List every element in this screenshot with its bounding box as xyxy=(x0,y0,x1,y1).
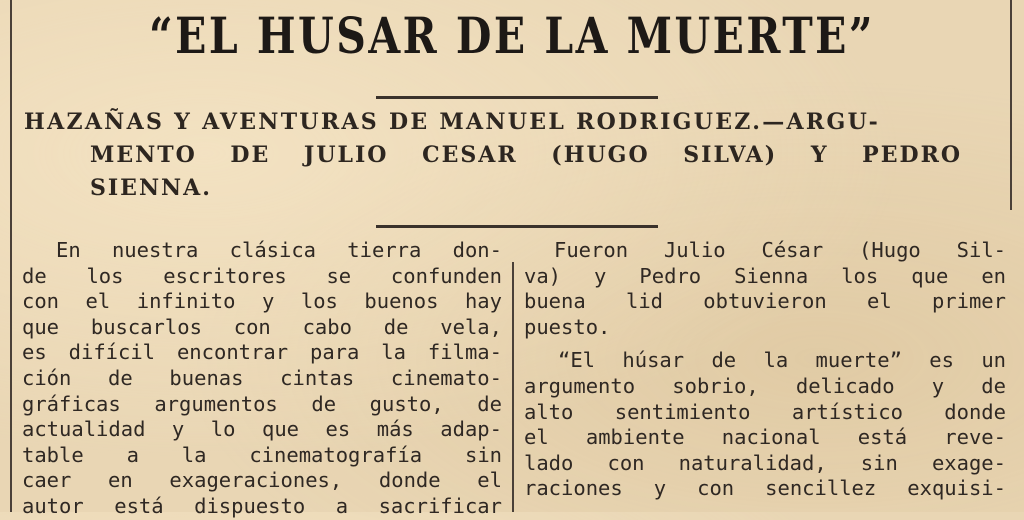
article-column-left xyxy=(22,238,502,520)
text-line: ción de buenas cintas cinemato- xyxy=(22,365,502,390)
headline-divider xyxy=(376,96,658,99)
text-line: gráficas argumentos de gusto, de xyxy=(22,391,502,416)
text-line: alto sentimiento artístico donde xyxy=(524,399,1006,424)
text-line: con el infinito y los buenos hay xyxy=(22,289,502,314)
subheadline xyxy=(24,106,1004,205)
text-line: puesto. xyxy=(524,314,611,339)
text-line: table a la cinematografía sin xyxy=(22,442,502,467)
text-line: Fueron Julio César (Hugo Sil- xyxy=(554,238,1006,262)
article-column-right xyxy=(524,238,1006,502)
text-line: argumento sobrio, delicado y de xyxy=(524,373,1006,398)
text-line: el ambiente nacional está reve- xyxy=(524,425,1006,450)
text-line: va) y Pedro Sienna los que en xyxy=(524,263,1006,288)
subheadline-divider xyxy=(376,225,658,228)
text-line: de los escritores se confunden xyxy=(22,263,502,288)
text-line: caer en exageraciones, donde el xyxy=(22,468,502,493)
headline: “EL HUSAR DE LA MUERTE” xyxy=(149,6,875,65)
text-line: que buscarlos con cabo de vela, xyxy=(22,314,502,339)
text-line: es difícil encontrar para la filma- xyxy=(22,340,502,365)
subheadline-line-2: MENTO DE JULIO CESAR (HUGO SILVA) Y PEDRO xyxy=(90,142,963,168)
text-line: lado con naturalidad, sin exage- xyxy=(524,450,1006,475)
subheadline-line-1: HAZAÑAS Y AVENTURAS DE MANUEL RODRIGUEZ.—ARGU- xyxy=(24,109,881,135)
left-column-rule xyxy=(10,0,12,512)
right-column-rule xyxy=(1010,0,1012,210)
text-line: “El húsar de la muerte” es un xyxy=(558,348,1006,373)
text-line: actualidad y lo que es más adap- xyxy=(22,417,502,442)
text-line: buena lid obtuvieron el primer xyxy=(524,289,1006,314)
column-divider xyxy=(512,262,514,512)
text-line: raciones y con sencillez exquisi- xyxy=(524,476,1006,501)
text-line: En nuestra clásica tierra don- xyxy=(56,238,502,262)
subheadline-line-3: SIENNA. xyxy=(90,175,212,201)
text-line: autor está dispuesto a sacrificar xyxy=(22,493,502,518)
